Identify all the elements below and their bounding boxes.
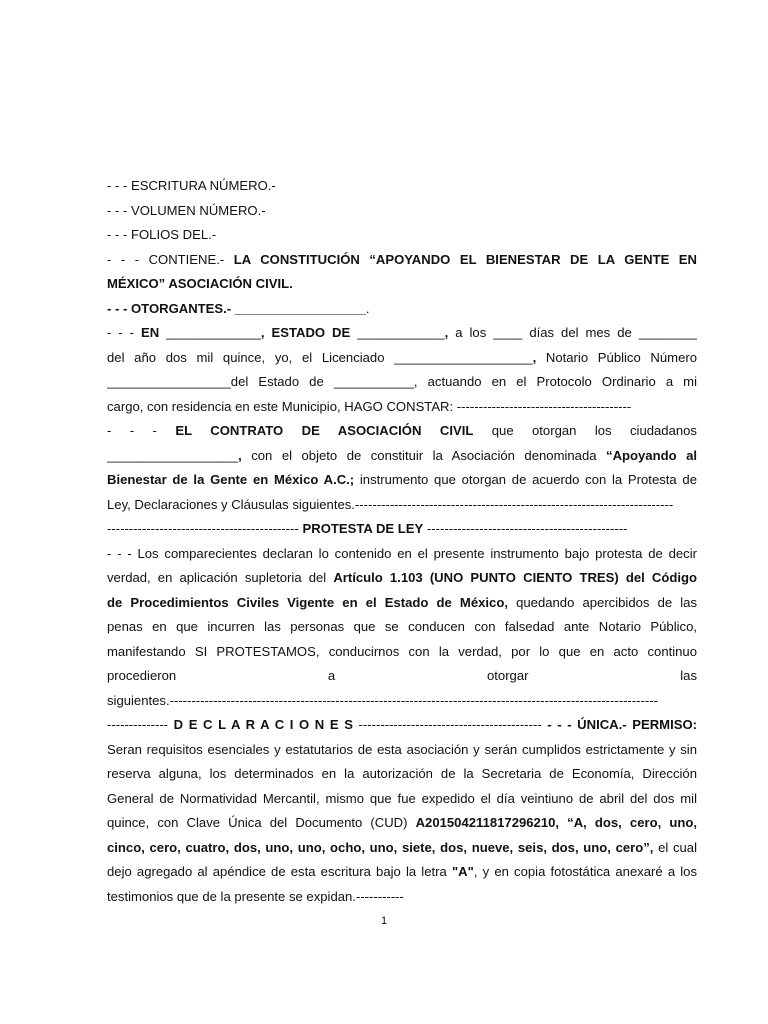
bold-text: Bienestar de la Gente en México A.C.; <box>107 472 355 487</box>
document-line <box>107 762 697 787</box>
text-segment: Ley, Declaraciones y Cláusulas siguientes.------------------------------------------------------------------------- <box>107 496 674 512</box>
document-line <box>107 713 697 738</box>
document-line <box>107 811 697 836</box>
text-segment: con el objeto de constituir la Asociación denominada <box>241 447 607 463</box>
document-line <box>107 591 697 616</box>
document-line <box>107 517 697 542</box>
document-body <box>107 174 697 909</box>
text-segment: _________________del Estado de ___________, actuando en el Protocolo Ordinario a mi <box>107 374 697 389</box>
document-line <box>107 297 697 322</box>
text-segment: ---------------------------------------------- <box>423 521 628 536</box>
bold-text: LA CONSTITUCIÓN “APOYANDO EL BIENESTAR DE LA GENTE EN <box>233 251 697 267</box>
document-line <box>107 885 697 910</box>
text-segment: Notario Público Número <box>536 349 697 365</box>
text-segment: -------------------------------------------- <box>107 521 303 536</box>
text-segment: instrumento que otorgan de acuerdo con la Protesta de <box>354 472 697 487</box>
text-segment: - - - VOLUMEN NÚMERO.- <box>107 202 266 218</box>
text-segment: cargo, con residencia en este Municipio, HAGO CONSTAR: ---------------------------------------- <box>107 398 632 414</box>
document-line <box>107 542 697 567</box>
text-segment: quince, con Clave Única del Documento (CUD) <box>107 815 416 830</box>
document-line <box>107 370 697 395</box>
document-line <box>107 493 697 518</box>
text-segment: ____________ <box>350 325 445 340</box>
bold-text: __________________ <box>234 300 366 316</box>
text-segment: . <box>365 300 370 316</box>
text-segment: dejo agregado al apéndice de esta escritura bajo la letra <box>107 864 452 879</box>
document-line <box>107 174 697 199</box>
document-line <box>107 223 697 248</box>
text-segment: testimonios que de la presente se expidan.----------- <box>107 888 404 904</box>
bold-text: , <box>532 349 537 365</box>
text-segment: __________________ <box>107 447 239 463</box>
document-line <box>107 664 697 689</box>
text-segment: siguientes.---------------------------------------------------------------------------------------------------------------- <box>107 692 658 708</box>
text-segment: - - - FOLIOS DEL.- <box>107 227 217 242</box>
bold-text: EL CONTRATO DE ASOCIACIÓN CIVIL <box>175 423 474 438</box>
document-line <box>107 836 697 861</box>
bold-text: - - - ÚNICA.- PERMISO: <box>547 717 697 732</box>
text-segment: manifestando SI PROTESTAMOS, conducirnos con la verdad, por lo que en acto continuo <box>107 643 697 659</box>
text-segment: Seran requisitos esenciales y estatutarios de esta asociación y serán cumplidos estrictamente y sin <box>107 741 697 757</box>
text-segment: _____________ <box>159 325 261 340</box>
text-segment: quedando apercibidos de las <box>507 594 697 610</box>
document-line <box>107 248 697 273</box>
document-line <box>107 860 697 885</box>
text-segment: a los ____ días del mes de ________ <box>448 325 697 340</box>
document-line <box>107 321 697 346</box>
document-line <box>107 419 697 444</box>
text-segment: General de Normatividad Mercantil, mismo que fue expedido el día veintiuno de abril del dos mil <box>107 790 697 806</box>
bold-text: MÉXICO” ASOCIACIÓN CIVIL. <box>107 276 293 291</box>
page-number: 1 <box>380 915 388 927</box>
document-line <box>107 395 697 420</box>
document-line <box>107 444 697 469</box>
text-segment: - - - <box>107 325 142 340</box>
text-segment: - - - CONTIENE.- <box>107 251 234 267</box>
document-line <box>107 640 697 665</box>
bold-text: D E C L A R A C I O N E S <box>173 717 353 732</box>
document-line <box>107 272 697 297</box>
document-line <box>107 689 697 714</box>
document-line <box>107 738 697 763</box>
bold-text: , <box>238 447 242 463</box>
text-segment: que otorgan los ciudadanos <box>473 423 697 438</box>
text-segment: -------------- <box>107 717 174 732</box>
text-segment: - - - Los comparecientes declaran lo contenido en el presente instrumento bajo protesta de decir <box>107 545 697 561</box>
bold-text: "A" <box>451 864 474 879</box>
document-line <box>107 787 697 812</box>
text-segment: penas en que incurren las personas que se conducen con falsedad ante Notario Público, <box>107 619 697 634</box>
text-segment: reserva alguna, los determinados en la autorización de la Secretaria de Economía, Dirección <box>107 766 697 781</box>
document-line <box>107 199 697 224</box>
text-segment: ------------------------------------------ <box>352 717 548 732</box>
bold-text: EN <box>141 325 160 340</box>
bold-text: Artículo 1.103 (UNO PUNTO CIENTO TRES) del Código <box>333 570 697 585</box>
bold-text: , ESTADO DE <box>260 325 351 340</box>
text-segment: del año dos mil quince, yo, el Licenciado ___________________ <box>107 349 533 365</box>
bold-text: - - - OTORGANTES.- <box>107 300 235 316</box>
bold-text: PROTESTA DE LEY <box>302 521 424 536</box>
document-line <box>107 566 697 591</box>
bold-text: de Procedimientos Civiles Vigente en el Estado de México, <box>107 594 508 610</box>
bold-text: “Apoyando al <box>606 447 697 463</box>
text-segment: procedieron a otorgar las <box>107 668 697 683</box>
document-line <box>107 346 697 371</box>
bold-text: cinco, cero, cuatro, dos, uno, uno, ocho, uno, siete, dos, nueve, seis, dos, uno, cero”, <box>107 839 654 855</box>
text-segment: verdad, en aplicación supletoria del <box>107 570 334 585</box>
document-line <box>107 468 697 493</box>
text-segment: el cual <box>653 839 697 855</box>
bold-text: A201504211817296210, “A, dos, cero, uno, <box>415 815 697 830</box>
text-segment: - - - ESCRITURA NÚMERO.- <box>107 178 276 193</box>
text-segment: - - - <box>107 423 176 438</box>
document-line <box>107 615 697 640</box>
text-segment: , y en copia fotostática anexaré a los <box>473 864 697 879</box>
bold-text: , <box>444 325 449 340</box>
